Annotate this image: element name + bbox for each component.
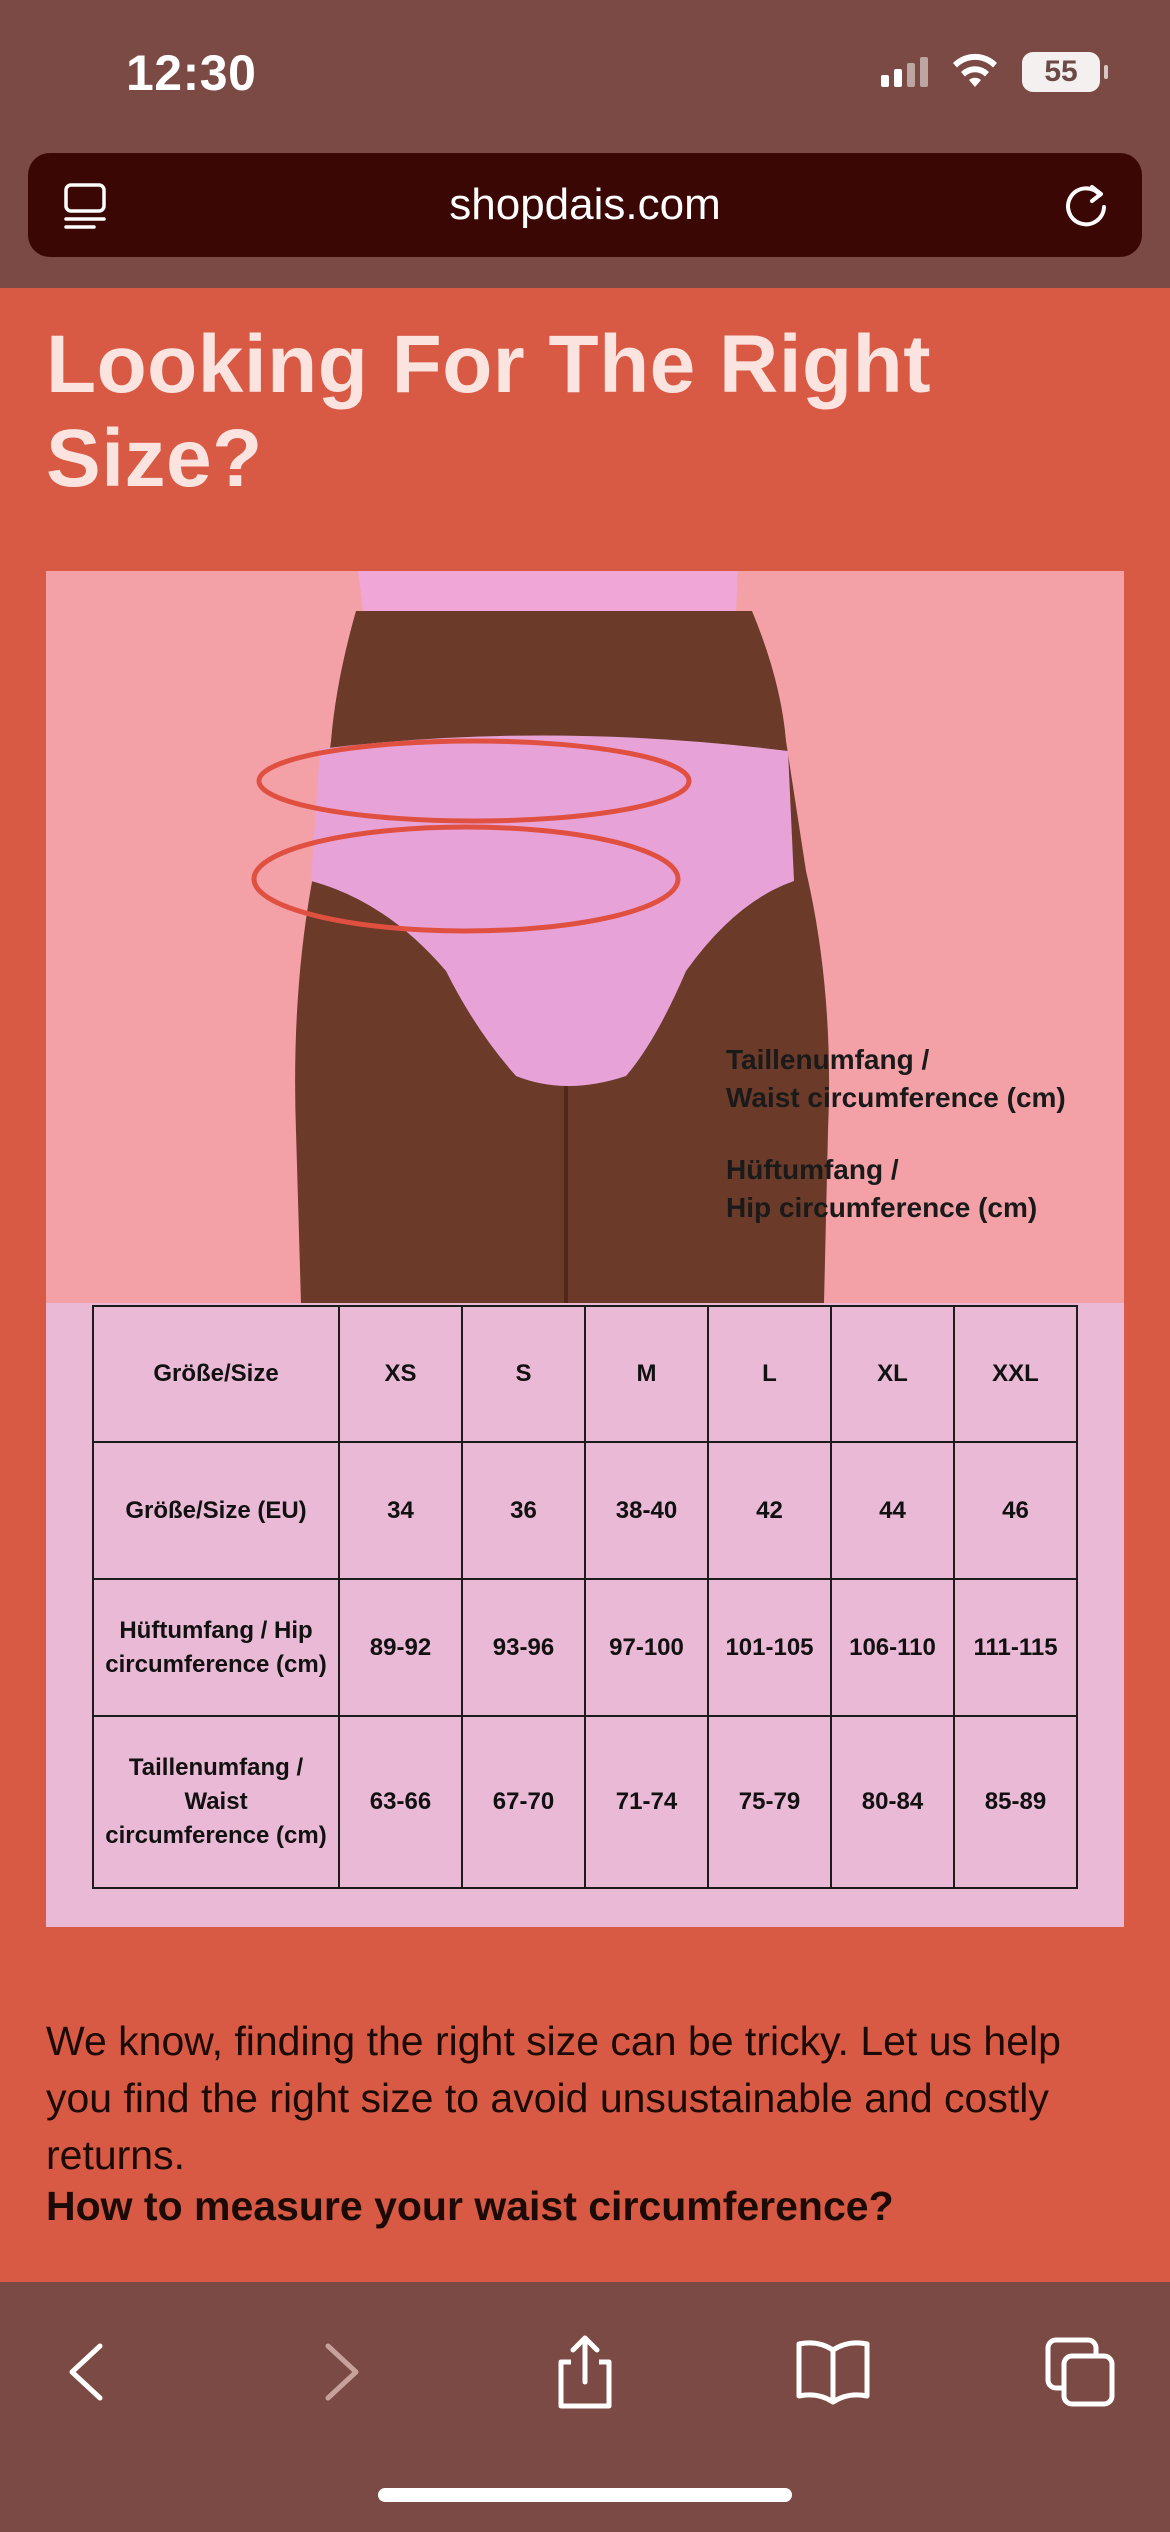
table-header-cell: Größe/Size xyxy=(93,1306,339,1442)
table-cell: 106-110 xyxy=(831,1579,954,1716)
legend-hip-line1: Hüftumfang / xyxy=(726,1154,899,1185)
table-row-label: Taillenumfang / Waist circumference (cm) xyxy=(93,1716,339,1888)
table-header-row xyxy=(93,1306,1077,1442)
home-indicator[interactable] xyxy=(378,2488,792,2502)
table-header-cell: XL xyxy=(831,1306,954,1442)
table-header-cell: S xyxy=(462,1306,585,1442)
back-icon[interactable] xyxy=(48,2332,128,2412)
table-row xyxy=(93,1442,1077,1579)
table-cell: 71-74 xyxy=(585,1716,708,1888)
table-cell: 75-79 xyxy=(708,1716,831,1888)
size-guide-image xyxy=(46,571,1124,1303)
legend-waist-line1: Taillenumfang / xyxy=(726,1044,930,1075)
reload-icon[interactable] xyxy=(1060,179,1112,231)
table-row-label: Hüftumfang / Hip circumference (cm) xyxy=(93,1579,339,1716)
table-cell: 101-105 xyxy=(708,1579,831,1716)
size-table xyxy=(92,1305,1078,1889)
table-cell: 93-96 xyxy=(462,1579,585,1716)
table-header-cell: L xyxy=(708,1306,831,1442)
table-cell: 89-92 xyxy=(339,1579,462,1716)
tabs-icon[interactable] xyxy=(1040,2332,1120,2412)
measure-waist-heading[interactable]: How to measure your waist circumference? xyxy=(46,2183,894,2229)
table-row-label: Größe/Size (EU) xyxy=(93,1442,339,1579)
body-text: We know, finding the right size can be tricky. Let us help you find the right size to avoid unsustainable and costly returns. xyxy=(46,2018,1061,2178)
bookmarks-icon[interactable] xyxy=(793,2332,873,2412)
size-table-panel xyxy=(46,1303,1124,1927)
table-header-cell: XS xyxy=(339,1306,462,1442)
reader-menu-icon[interactable] xyxy=(60,181,110,229)
table-cell: 36 xyxy=(462,1442,585,1579)
cellular-signal-icon xyxy=(881,57,928,87)
legend-waist-line2: Waist circumference (cm) xyxy=(726,1082,1066,1113)
wifi-icon xyxy=(950,53,1000,91)
browser-top-chrome xyxy=(0,0,1170,288)
table-cell: 34 xyxy=(339,1442,462,1579)
table-row xyxy=(93,1579,1077,1716)
table-cell: 111-115 xyxy=(954,1579,1077,1716)
table-row xyxy=(93,1716,1077,1888)
table-cell: 38-40 xyxy=(585,1442,708,1579)
table-cell: 80-84 xyxy=(831,1716,954,1888)
table-cell: 67-70 xyxy=(462,1716,585,1888)
table-header-cell: M xyxy=(585,1306,708,1442)
table-cell: 42 xyxy=(708,1442,831,1579)
battery-level: 55 xyxy=(1044,55,1078,88)
measurement-legend xyxy=(726,1041,1066,1227)
table-cell: 44 xyxy=(831,1442,954,1579)
status-time: 12:30 xyxy=(126,45,257,101)
table-header-cell: XXL xyxy=(954,1306,1077,1442)
legend-hip-line2: Hip circumference (cm) xyxy=(726,1192,1038,1223)
url-bar[interactable] xyxy=(28,153,1142,257)
table-cell: 97-100 xyxy=(585,1579,708,1716)
table-cell: 85-89 xyxy=(954,1716,1077,1888)
share-icon[interactable] xyxy=(545,2332,625,2412)
url-text[interactable]: shopdais.com xyxy=(449,180,721,229)
battery-icon xyxy=(1022,52,1100,92)
table-cell: 46 xyxy=(954,1442,1077,1579)
table-cell: 63-66 xyxy=(339,1716,462,1888)
page-title: Looking For The Right Size? xyxy=(46,319,932,504)
forward-icon[interactable] xyxy=(300,2332,380,2412)
status-icons xyxy=(881,52,1100,92)
